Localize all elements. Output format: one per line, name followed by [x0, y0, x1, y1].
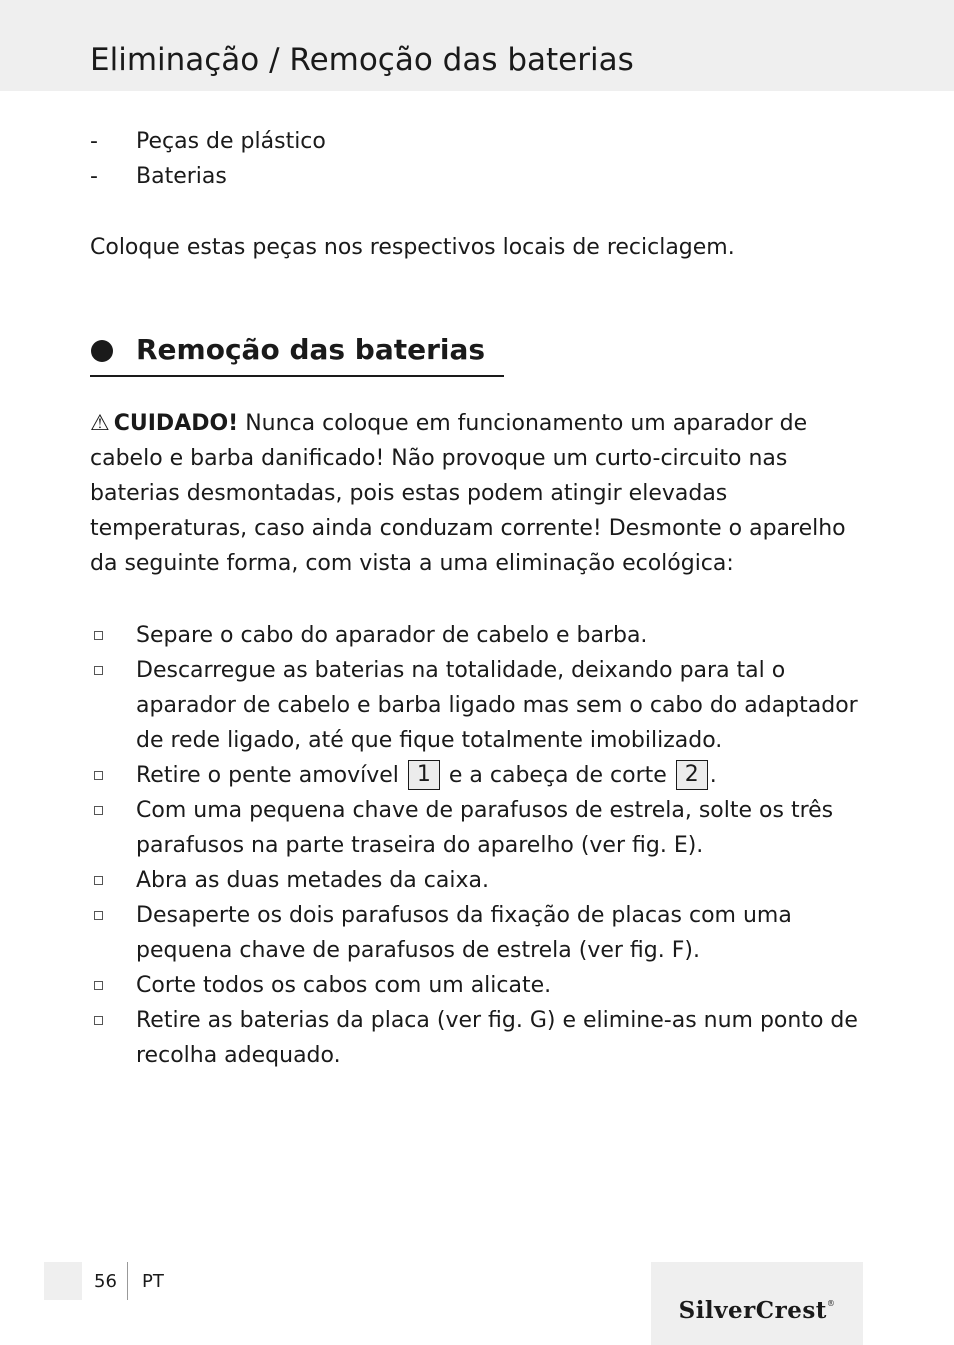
page-title: Eliminação / Remoção das baterias [90, 42, 634, 78]
checkbox-icon [94, 981, 103, 990]
checkbox-icon [94, 771, 103, 780]
step-text: Desaperte os dois parafusos da fixação de placas com uma pequena chave de parafusos de estrela (ver fig. F). [136, 903, 792, 963]
registered-mark: ® [826, 1299, 836, 1308]
step-item [90, 968, 865, 1003]
steps-list [90, 618, 865, 1073]
checkbox-icon [94, 631, 103, 640]
step-item [90, 618, 865, 653]
materials-list [90, 124, 326, 194]
brand-logo-text [661, 1290, 853, 1325]
step-item [90, 898, 865, 968]
checkbox-icon [94, 666, 103, 675]
brand-logo [651, 1262, 863, 1345]
bullet-dot-icon [91, 340, 113, 362]
step-text-before: Retire o pente amovível [136, 763, 406, 788]
step-text: Separe o cabo do aparador de cabelo e barba. [136, 623, 648, 648]
section-heading [90, 330, 504, 377]
warning-paragraph [90, 406, 865, 581]
step-item [90, 863, 865, 898]
language-code: PT [142, 1271, 164, 1292]
intro-paragraph: Coloque estas peças nos respectivos locais de reciclagem. [90, 235, 735, 260]
checkbox-icon [94, 876, 103, 885]
step-item [90, 793, 865, 863]
page-number: 56 [94, 1271, 117, 1292]
step-text-middle: e a cabeça de corte [441, 763, 674, 788]
part-reference-2: 2 [676, 760, 708, 790]
step-text: Corte todos os cabos com um alicate. [136, 973, 552, 998]
list-item [90, 124, 326, 159]
section-title: Remoção das baterias [136, 333, 486, 366]
step-item [90, 1003, 865, 1073]
list-item [90, 159, 326, 194]
page-header [0, 0, 954, 91]
brand-name: SilverCrest [678, 1297, 827, 1324]
step-text-after: . [709, 763, 717, 788]
list-item-label: Baterias [136, 164, 227, 189]
checkbox-icon [94, 1016, 103, 1025]
footer-marker [44, 1262, 82, 1300]
warning-label: CUIDADO! [113, 411, 239, 436]
dash-bullet: - [90, 129, 98, 154]
footer-divider [127, 1262, 128, 1300]
step-text: Abra as duas metades da caixa. [136, 868, 489, 893]
dash-bullet: - [90, 164, 98, 189]
checkbox-icon [94, 911, 103, 920]
step-item [90, 653, 865, 758]
checkbox-icon [94, 806, 103, 815]
list-item-label: Peças de plástico [136, 129, 326, 154]
step-text: Retire as baterias da placa (ver fig. G) e elimine-as num ponto de recolha adequado. [136, 1008, 858, 1068]
step-text: Descarregue as baterias na totalidade, deixando para tal o aparador de cabelo e barba ligado mas sem o cabo do adaptador de rede ligado, até que fique totalmente imobilizado. [136, 658, 858, 753]
step-item [90, 758, 865, 793]
warning-triangle-icon: ⚠ [90, 411, 110, 436]
step-text: Com uma pequena chave de parafusos de estrela, solte os três parafusos na parte traseira do aparelho (ver fig. E). [136, 798, 834, 858]
part-reference-1: 1 [408, 760, 440, 790]
warning-text: Nunca coloque em funcionamento um aparador de cabelo e barba danificado! Não provoque um curto-circuito nas baterias desmontadas, pois estas podem atingir elevadas temperaturas, caso ainda conduzam corrente! Desmonte o aparelho da seguinte forma, com vista a uma eliminação ecológica: [90, 411, 846, 576]
